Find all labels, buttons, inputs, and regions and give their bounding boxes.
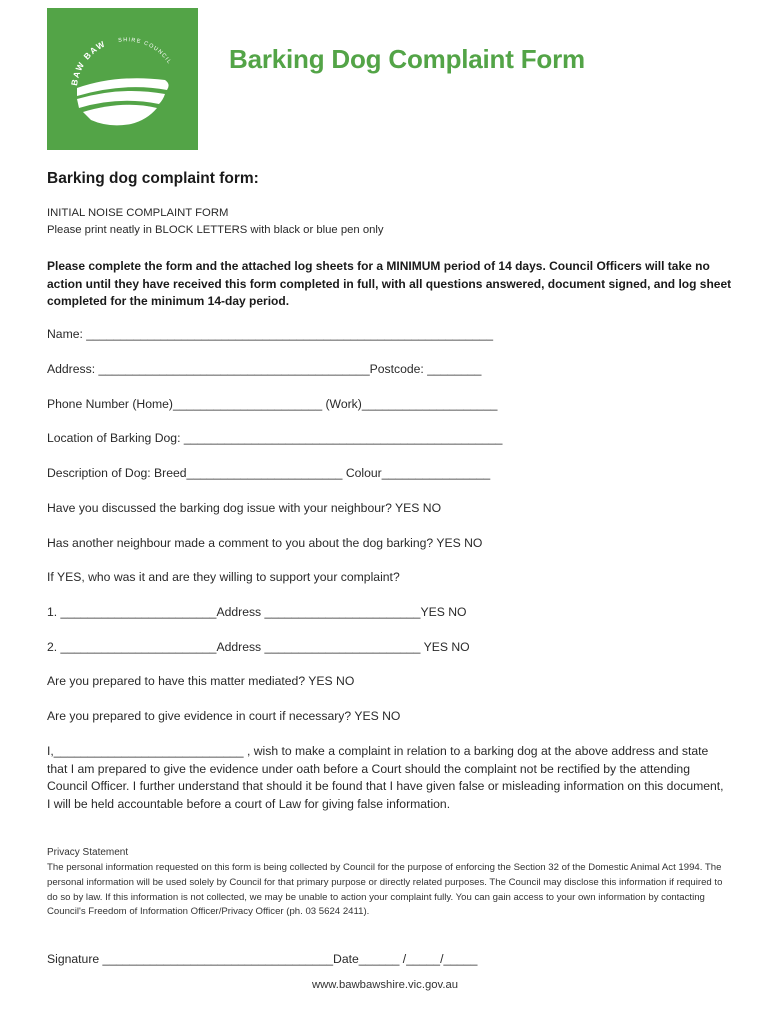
council-logo-mark xyxy=(47,8,198,150)
privacy-statement-body: The personal information requested on this form is being collected by Council for the purpose of enforcing the Section 32 of the Domestic Animal Act 1994. The personal information will be used solely by Council for that primary purpose or directly related purposes. The Council may disclose this information if required to do so by law. If this information is not collected, we may be unable to action your complaint fully. You can gain access to your own information by contacting Council's Freedom of Information Officer/Privacy Officer (ph. 03 5624 2411). xyxy=(47,862,723,918)
declaration-text[interactable]: I,____________________________ , wish to make a complaint in relation to a barking dog at the above address and state that I am prepared to give the evidence under oath before a Court should the complaint not be rectified by the attending Council Officer. I further understand that should it be found that I have given false or misleading information on this document, I will be held accountable before a court of Law for giving false information. xyxy=(47,744,724,811)
location-field[interactable]: Location of Barking Dog: _______________________________________________ xyxy=(47,431,503,445)
question-support: If YES, who was it and are they willing to support your complaint? xyxy=(47,570,400,584)
question-evidence[interactable]: Are you prepared to give evidence in court if necessary? YES NO xyxy=(47,709,401,723)
intro-line-2: Please print neatly in BLOCK LETTERS with black or blue pen only xyxy=(47,224,384,236)
signature-date-field[interactable]: Signature __________________________________Date______ /_____/_____ xyxy=(47,952,478,966)
privacy-statement-title: Privacy Statement xyxy=(47,847,129,858)
name-field[interactable]: Name: ____________________________________________________________ xyxy=(47,327,493,341)
question-another-neighbour[interactable]: Has another neighbour made a comment to you about the dog barking? YES NO xyxy=(47,536,483,550)
address-field[interactable]: Address: ________________________________________Postcode: ________ xyxy=(47,362,482,376)
description-field[interactable]: Description of Dog: Breed_______________________ Colour________________ xyxy=(47,466,491,480)
form-title: Barking Dog Complaint Form xyxy=(229,44,585,74)
council-logo xyxy=(47,8,198,150)
logo-subtitle-text: SHIRE COUNCIL xyxy=(117,37,173,66)
svg-text:SHIRE COUNCIL xyxy=(118,37,173,66)
instructions-text: Please complete the form and the attached log sheets for a MINIMUM period of 14 days. Council Officers will take no action until they have received this form completed in full, with all questions answered, document signed, and log sheet completed for the minimum 14-day period. xyxy=(47,259,732,308)
question-mediated[interactable]: Are you prepared to have this matter mediated? YES NO xyxy=(47,674,355,688)
logo-brand-text: BAW BAW xyxy=(68,38,108,87)
witness-2-field[interactable]: 2. _______________________Address _______________________ YES NO xyxy=(47,640,470,654)
intro-line-1: INITIAL NOISE COMPLAINT FORM xyxy=(47,207,229,219)
question-discussed[interactable]: Have you discussed the barking dog issue with your neighbour? YES NO xyxy=(47,501,442,515)
section-heading: Barking dog complaint form: xyxy=(47,170,259,187)
website-url: www.bawbawshire.vic.gov.au xyxy=(311,979,459,991)
phone-field[interactable]: Phone Number (Home)______________________ (Work)____________________ xyxy=(47,397,498,411)
witness-1-field[interactable]: 1. _______________________Address _______________________YES NO xyxy=(47,605,467,619)
svg-text:BAW BAW xyxy=(69,38,108,86)
